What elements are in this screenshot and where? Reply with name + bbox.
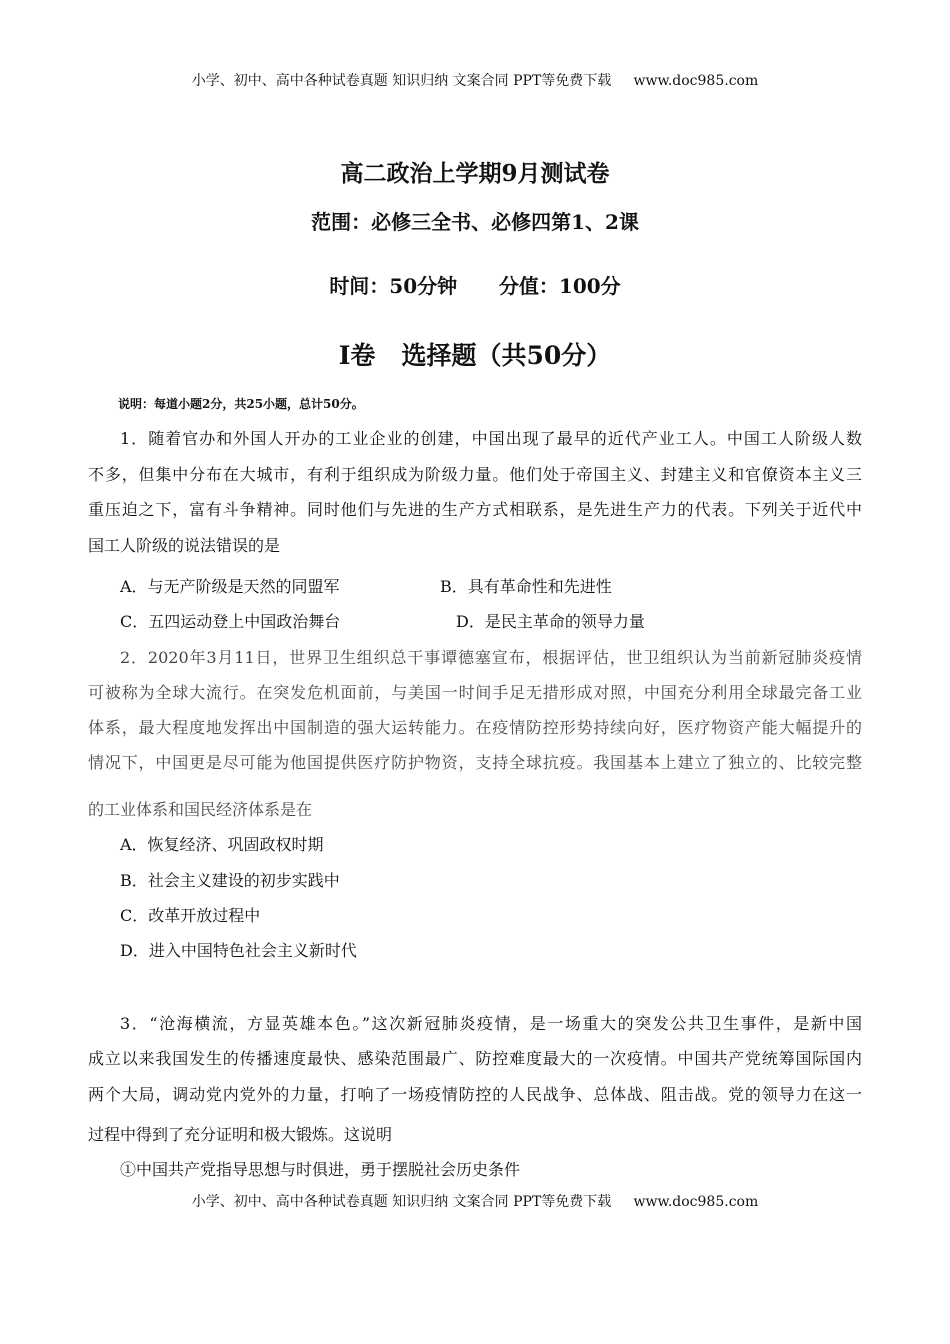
option-b: B．具有革命性和先进性	[440, 577, 612, 596]
page-header	[0, 70, 950, 90]
header-text: 小学、初中、高中各种试卷真题 知识归纳 文案合同 PPT等免费下载	[191, 73, 612, 89]
option-d: D．进入中国特色社会主义新时代	[120, 941, 357, 960]
option-c: C．五四运动登上中国政治舞台	[120, 612, 341, 631]
question-text-line: 重压迫之下，富有斗争精神。同时他们与先进的生产方式相联系，是先进生产力的代表。下列关于近代中	[88, 500, 862, 519]
question-text-line: 过程中得到了充分证明和极大锻炼。这说明	[88, 1125, 393, 1144]
question-text-line: 的工业体系和国民经济体系是在	[88, 800, 313, 819]
question-text-line: 3．“沧海横流，方显英雄本色。”这次新冠肺炎疫情，是一场重大的突发公共卫生事件，是新中国	[120, 1014, 862, 1033]
page-footer	[0, 1191, 950, 1211]
section-heading: Ⅰ卷 选择题（共50分）	[338, 341, 612, 370]
question-text-line: 体系，最大程度地发挥出中国制造的强大运转能力。在疫情防控形势持续向好，医疗物资产能大幅提升的	[88, 718, 862, 737]
statement-1: ①中国共产党指导思想与时俱进，勇于摆脱社会历史条件	[120, 1160, 521, 1179]
question-text-line: 2．2020年3月11日，世界卫生组织总干事谭德塞宣布，根据评估，世卫组织认为当前新冠肺炎疫情	[120, 648, 862, 667]
option-b: B．社会主义建设的初步实践中	[120, 871, 340, 890]
question-text-line: 成立以来我国发生的传播速度最快、感染范围最广、防控难度最大的一次疫情。中国共产党统筹国际国内	[88, 1049, 862, 1068]
page-title: 高二政治上学期9月测试卷	[340, 160, 610, 187]
instructions-note: 说明：每道小题2分，共25小题，总计50分。	[118, 397, 364, 411]
option-c: C．改革开放过程中	[120, 906, 261, 925]
question-text-line: 不多，但集中分布在大城市，有利于组织成为阶级力量。他们处于帝国主义、封建主义和官僚资本主义三	[88, 465, 862, 484]
option-d: D．是民主革命的领导力量	[456, 612, 645, 631]
question-text-line: 国工人阶级的说法错误的是	[88, 536, 281, 555]
question-text-line: 两个大局，调动党内党外的力量，打响了一场疫情防控的人民战争、总体战、阻击战。党的领导力在这一	[88, 1085, 862, 1104]
question-text-line: 1．随着官办和外国人开办的工业企业的创建，中国出现了最早的近代产业工人。中国工人阶级人数	[120, 429, 862, 448]
footer-site-link[interactable]: www.doc985.com	[633, 1194, 759, 1210]
question-text-line: 情况下，中国更是尽可能为他国提供医疗防护物资，支持全球抗疫。我国基本上建立了独立的、比较完整	[88, 753, 862, 772]
footer-text: 小学、初中、高中各种试卷真题 知识归纳 文案合同 PPT等免费下载	[191, 1194, 612, 1210]
option-a: A．与无产阶级是天然的同盟军	[120, 577, 340, 596]
question-text-line: 可被称为全球大流行。在突发危机面前，与美国一时间手足无措形成对照，中国充分利用全球最完备工业	[88, 683, 862, 702]
header-site-link[interactable]: www.doc985.com	[633, 73, 759, 89]
exam-time-score: 时间：50分钟 分值：100分	[329, 274, 621, 298]
exam-scope: 范围：必修三全书、必修四第1、2课	[311, 210, 639, 234]
option-a: A．恢复经济、巩固政权时期	[120, 835, 324, 854]
